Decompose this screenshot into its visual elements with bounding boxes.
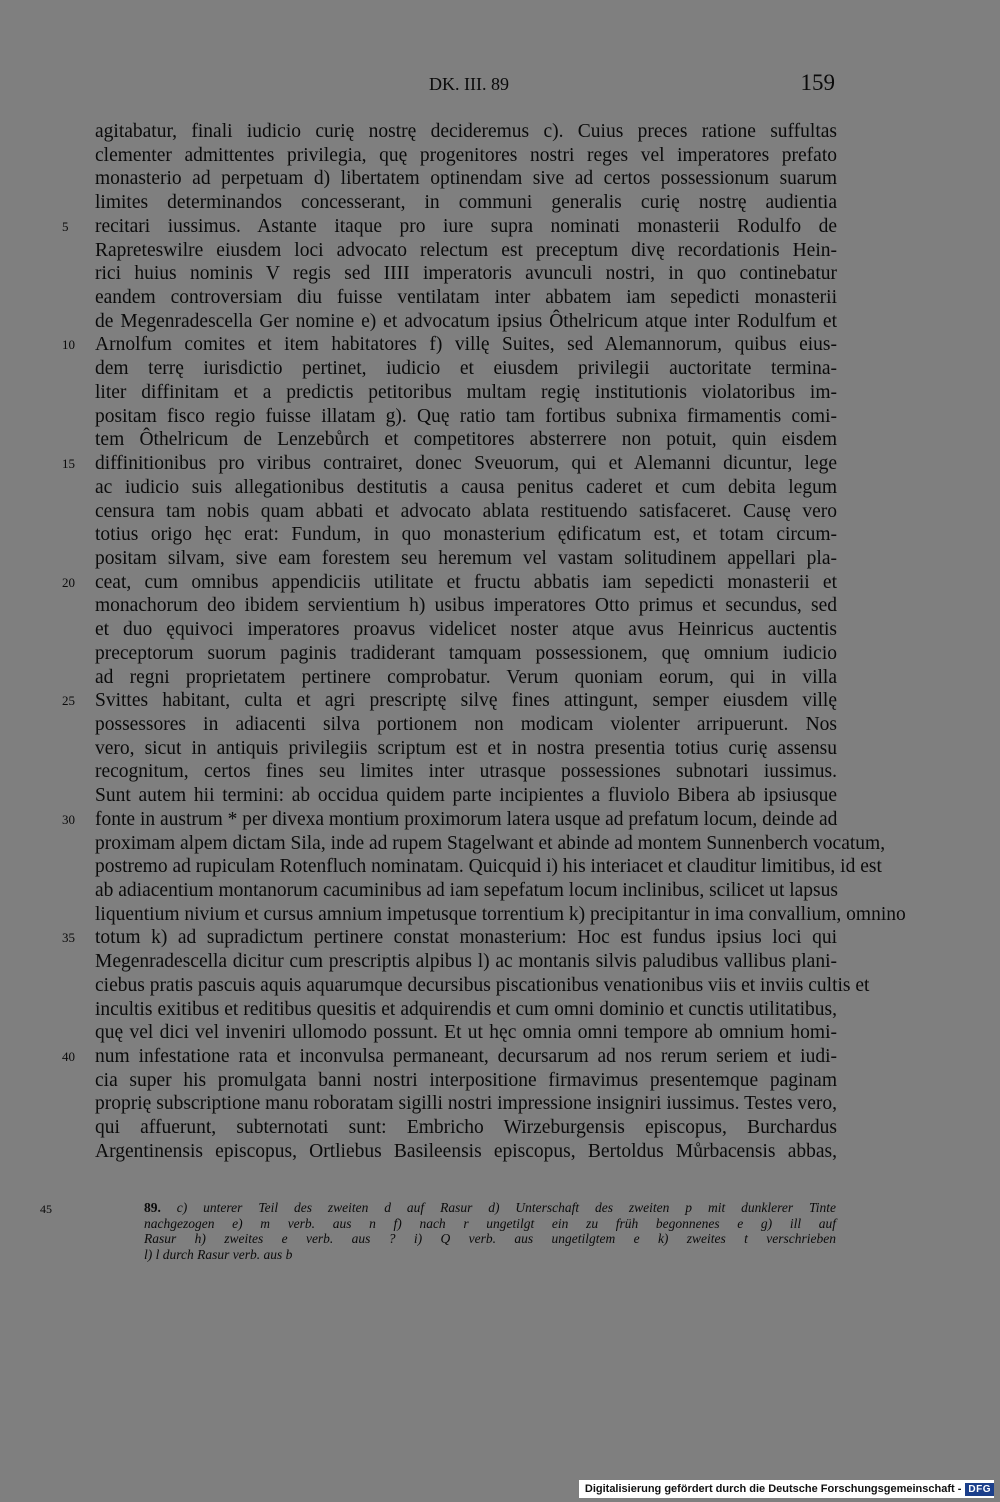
line-text: censura tam nobis quam abbati et advocato ablata restituendo satisfaceret. Causę vero [95,500,837,522]
text-line [95,998,837,1022]
footnote-text: nachgezogen e) m verb. aus n f) nach r ungetilgt ein zu früh begonnenes e g) ill auf [144,1215,836,1231]
line-number: 25 [62,693,75,709]
line-number: 5 [62,218,69,234]
line-text: num infestatione rata et inconvulsa permaneant, decursarum ad nos rerum seriem et iudi- [95,1046,837,1068]
text-line [95,262,837,286]
text-line [95,737,837,761]
line-text: liter diffinitam et a predictis petitoribus multam regię institutionis violatoribus im- [95,381,837,403]
line-text: eandem controversiam diu fuisse ventilatam inter abbatem iam sepedicti monasterii [95,287,837,309]
line-text: et duo ęquivoci imperatores proavus videlicet noster atque avus Heinricus auctentis [95,619,837,641]
digitization-credit-bar [579,1480,994,1498]
line-text: positam silvam, sive eam forestem seu heremum vel vastam solitudinem appellari pla- [95,547,837,569]
text-line [95,239,837,263]
charter-text [62,120,906,1164]
text-line [95,144,837,168]
line-text: Arnolfum comites et item habitatores f) villę Suites, sed Alemannorum, quibus eius- [95,334,837,356]
text-line [95,381,837,405]
text-line [95,1140,837,1164]
text-line [95,191,837,215]
footnote-line [144,1247,836,1263]
line-text: qui affuerunt, subternotati sunt: Embricho Wirzeburgensis episcopus, Burchardus [95,1117,837,1139]
line-text: proprię subscriptione manu roboratam sigilli nostri impressione insigniri iussimus. Testes vero, [95,1093,837,1115]
line-number: 30 [62,811,75,827]
text-line [95,547,837,571]
text-line [95,167,837,191]
line-text: fonte in austrum * per divexa montium proximorum latera usque ad prefatum locum, deinde ad [95,808,838,830]
line-number: 35 [62,930,75,946]
footnote-line [144,1231,836,1247]
text-line [95,950,837,974]
text-line [95,476,837,500]
text-line [95,879,837,903]
line-text: rici huius nominis V regis sed IIII imperatoris avunculi nostri, in quo continebatur [95,263,837,285]
text-line [95,713,837,737]
dfg-logo: DFG [965,1483,994,1496]
line-text: monasterio ad perpetuam d) libertatem optinendam sive ad certos possessionum suarum [95,168,837,190]
footnote-line-number: 45 [40,1202,52,1216]
text-line [95,1116,837,1140]
text-line [95,832,886,856]
text-line [62,808,838,832]
line-text: Rapreteswilre eiusdem loci advocato relectum est preceptum divę recordationis Hein- [95,239,837,261]
running-head [0,70,1000,100]
footnote-text: c) unterer Teil des zweiten d auf Rasur d) Unterschaft des zweiten p mit dunklerer Tinte [176,1200,837,1215]
line-text: ciebus pratis pascuis aquis aquarumque decursibus piscationibus venationibus viis et inviis cultis et [95,974,870,996]
line-text: Svittes habitant, culta et agri prescriptę silvę fines attingunt, semper eiusdem villę [95,690,837,712]
line-text: ab adiacentium montanorum cacuminibus ad iam sepefatum locum inclinibus, scilicet ut lapsus [95,880,838,901]
line-number: 10 [62,337,75,353]
line-text: incultis exitibus et reditibus quesitis et adquirendis et cum omni dominio et cunctis utilitatibus, [95,998,837,1020]
text-line [95,310,837,334]
text-line [62,215,837,239]
text-line [62,333,837,357]
line-text: totum k) ad supradictum pertinere constat monasterium: Hoc est fundus ipsius loci qui [95,927,837,949]
line-number: 40 [62,1049,75,1065]
line-text: Megenradescella dicitur cum prescriptis alpibus l) ac montanis silvis paludibus vallibus plani- [95,951,837,973]
line-text: monachorum deo ibidem servientium h) usibus imperatores Otto primus et secundus, sed [95,595,837,617]
text-line [95,428,837,452]
text-line [95,1021,837,1045]
line-text: positam fisco regio fuisse illatam g). Quę ratio tam fortibus subnixa firmamentis comi- [95,405,837,427]
line-text: recitari iussimus. Astante itaque pro iure supra nominati monasterii Rodulfo de [95,215,837,237]
footnote-lines [144,1200,836,1262]
line-text: diffinitionibus pro viribus contrairet, donec Sveuorum, qui et Alemanni dicuntur, lege [95,453,837,475]
line-text: Sunt autem hii termini: ab occidua quidem parte incipientes a fluviolo Bibera ab ipsiusque [95,785,837,807]
line-text: de Megenradescella Ger nomine e) et advocatum ipsius Ôthelricum atque inter Rodulfum et [95,310,837,332]
text-line [95,974,870,998]
line-number: 20 [62,574,75,590]
line-number: 15 [62,456,75,472]
text-line [95,594,837,618]
line-text: recognitum, certos fines seu limites inter utrasque possessiones subnotari iussimus. [95,761,837,783]
text-line [95,855,882,879]
line-text: vero, sicut in antiquis privilegiis scriptum est et in nostra presentia totius curię assensu [95,737,837,759]
text-line [95,523,837,547]
text-line [95,760,837,784]
document-reference: DK. III. 89 [429,74,509,94]
line-text: preceptorum suorum paginis tradiderant tamquam possessionem, quę omnium iudicio [95,642,837,664]
footnote-doc-number: 89. [144,1200,161,1215]
text-line [95,286,837,310]
text-line [62,1045,837,1069]
line-text: ceat, cum omnibus appendiciis utilitate et fructu abbatis iam sepedicti monasterii et [95,571,837,593]
text-line [95,666,837,690]
text-line [95,500,837,524]
text-line [95,1069,837,1093]
text-line [95,618,837,642]
line-text: quę vel dici vel inveniri ullomodo possunt. Et ut hęc omnia omni tempore ab omnium homi- [95,1022,837,1044]
text-line [95,1092,837,1116]
line-text: possessores in adiacenti silva portionem non modicam violenter arripuerunt. Nos [95,713,837,735]
text-line [95,120,837,144]
text-line [95,642,837,666]
line-text: proximam alpem dictam Sila, inde ad rupem Stagelwant et abinde ad montem Sunnenberch vocatum, [95,832,886,854]
line-text: agitabatur, finali iudicio curię nostrę decideremus c). Cuius preces ratione suffultas [95,121,837,142]
line-text: postremo ad rupiculam Rotenfluch nominatam. Quicquid i) his interiacet et clauditur limitibus, id est [95,856,882,878]
text-line [62,689,837,713]
line-text: tem Ôthelricum de Lenzebůrch et competitores absterrere non potuit, quin eisdem [95,429,837,451]
credit-text: Digitalisierung gefördert durch die Deutsche Forschungsgemeinschaft - [584,1483,962,1495]
line-text: clementer admittentes privilegia, quę progenitores nostri reges vel imperatores prefato [95,144,837,166]
text-line [62,452,837,476]
line-text: ac iudicio suis allegationibus destitutis a causa penitus caderet et cum debita legum [95,476,837,498]
page-number: 159 [800,70,835,95]
text-line [95,405,837,429]
footnote-text: Rasur h) zweites e verb. aus ? i) Q verb. aus ungetilgtem e k) zweites t verschrieben [144,1231,836,1246]
footnote-text: l) l durch Rasur verb. aus b [144,1246,293,1262]
footnote-line [144,1200,836,1216]
line-text: limites determinandos concesserant, in communi generalis curię nostrę audientia [95,192,837,214]
footnote-line [144,1216,836,1232]
text-line [95,357,837,381]
text-line [62,926,837,950]
text-line [95,903,906,927]
line-text: cia super his promulgata banni nostri interpositione firmavimus presentemque paginam [95,1069,837,1091]
line-text: Argentinensis episcopus, Ortliebus Basileensis episcopus, Bertoldus Můrbacensis abbas, [95,1140,837,1162]
line-text: dem terrę iurisdictio pertinet, iudicio et eiusdem privilegii auctoritate termina- [95,358,837,380]
line-text: totius origo hęc erat: Fundum, in quo monasterium ędificatum est, et totam circum- [95,524,837,546]
text-line [95,784,837,808]
line-text: liquentium nivium et cursus amnium impetusque torrentium k) precipitantur in ima convallium, omnino [95,903,906,925]
line-text: ad regni proprietatem pertinere comprobatur. Verum quoniam eorum, qui in villa [95,666,837,688]
text-line [62,571,837,595]
